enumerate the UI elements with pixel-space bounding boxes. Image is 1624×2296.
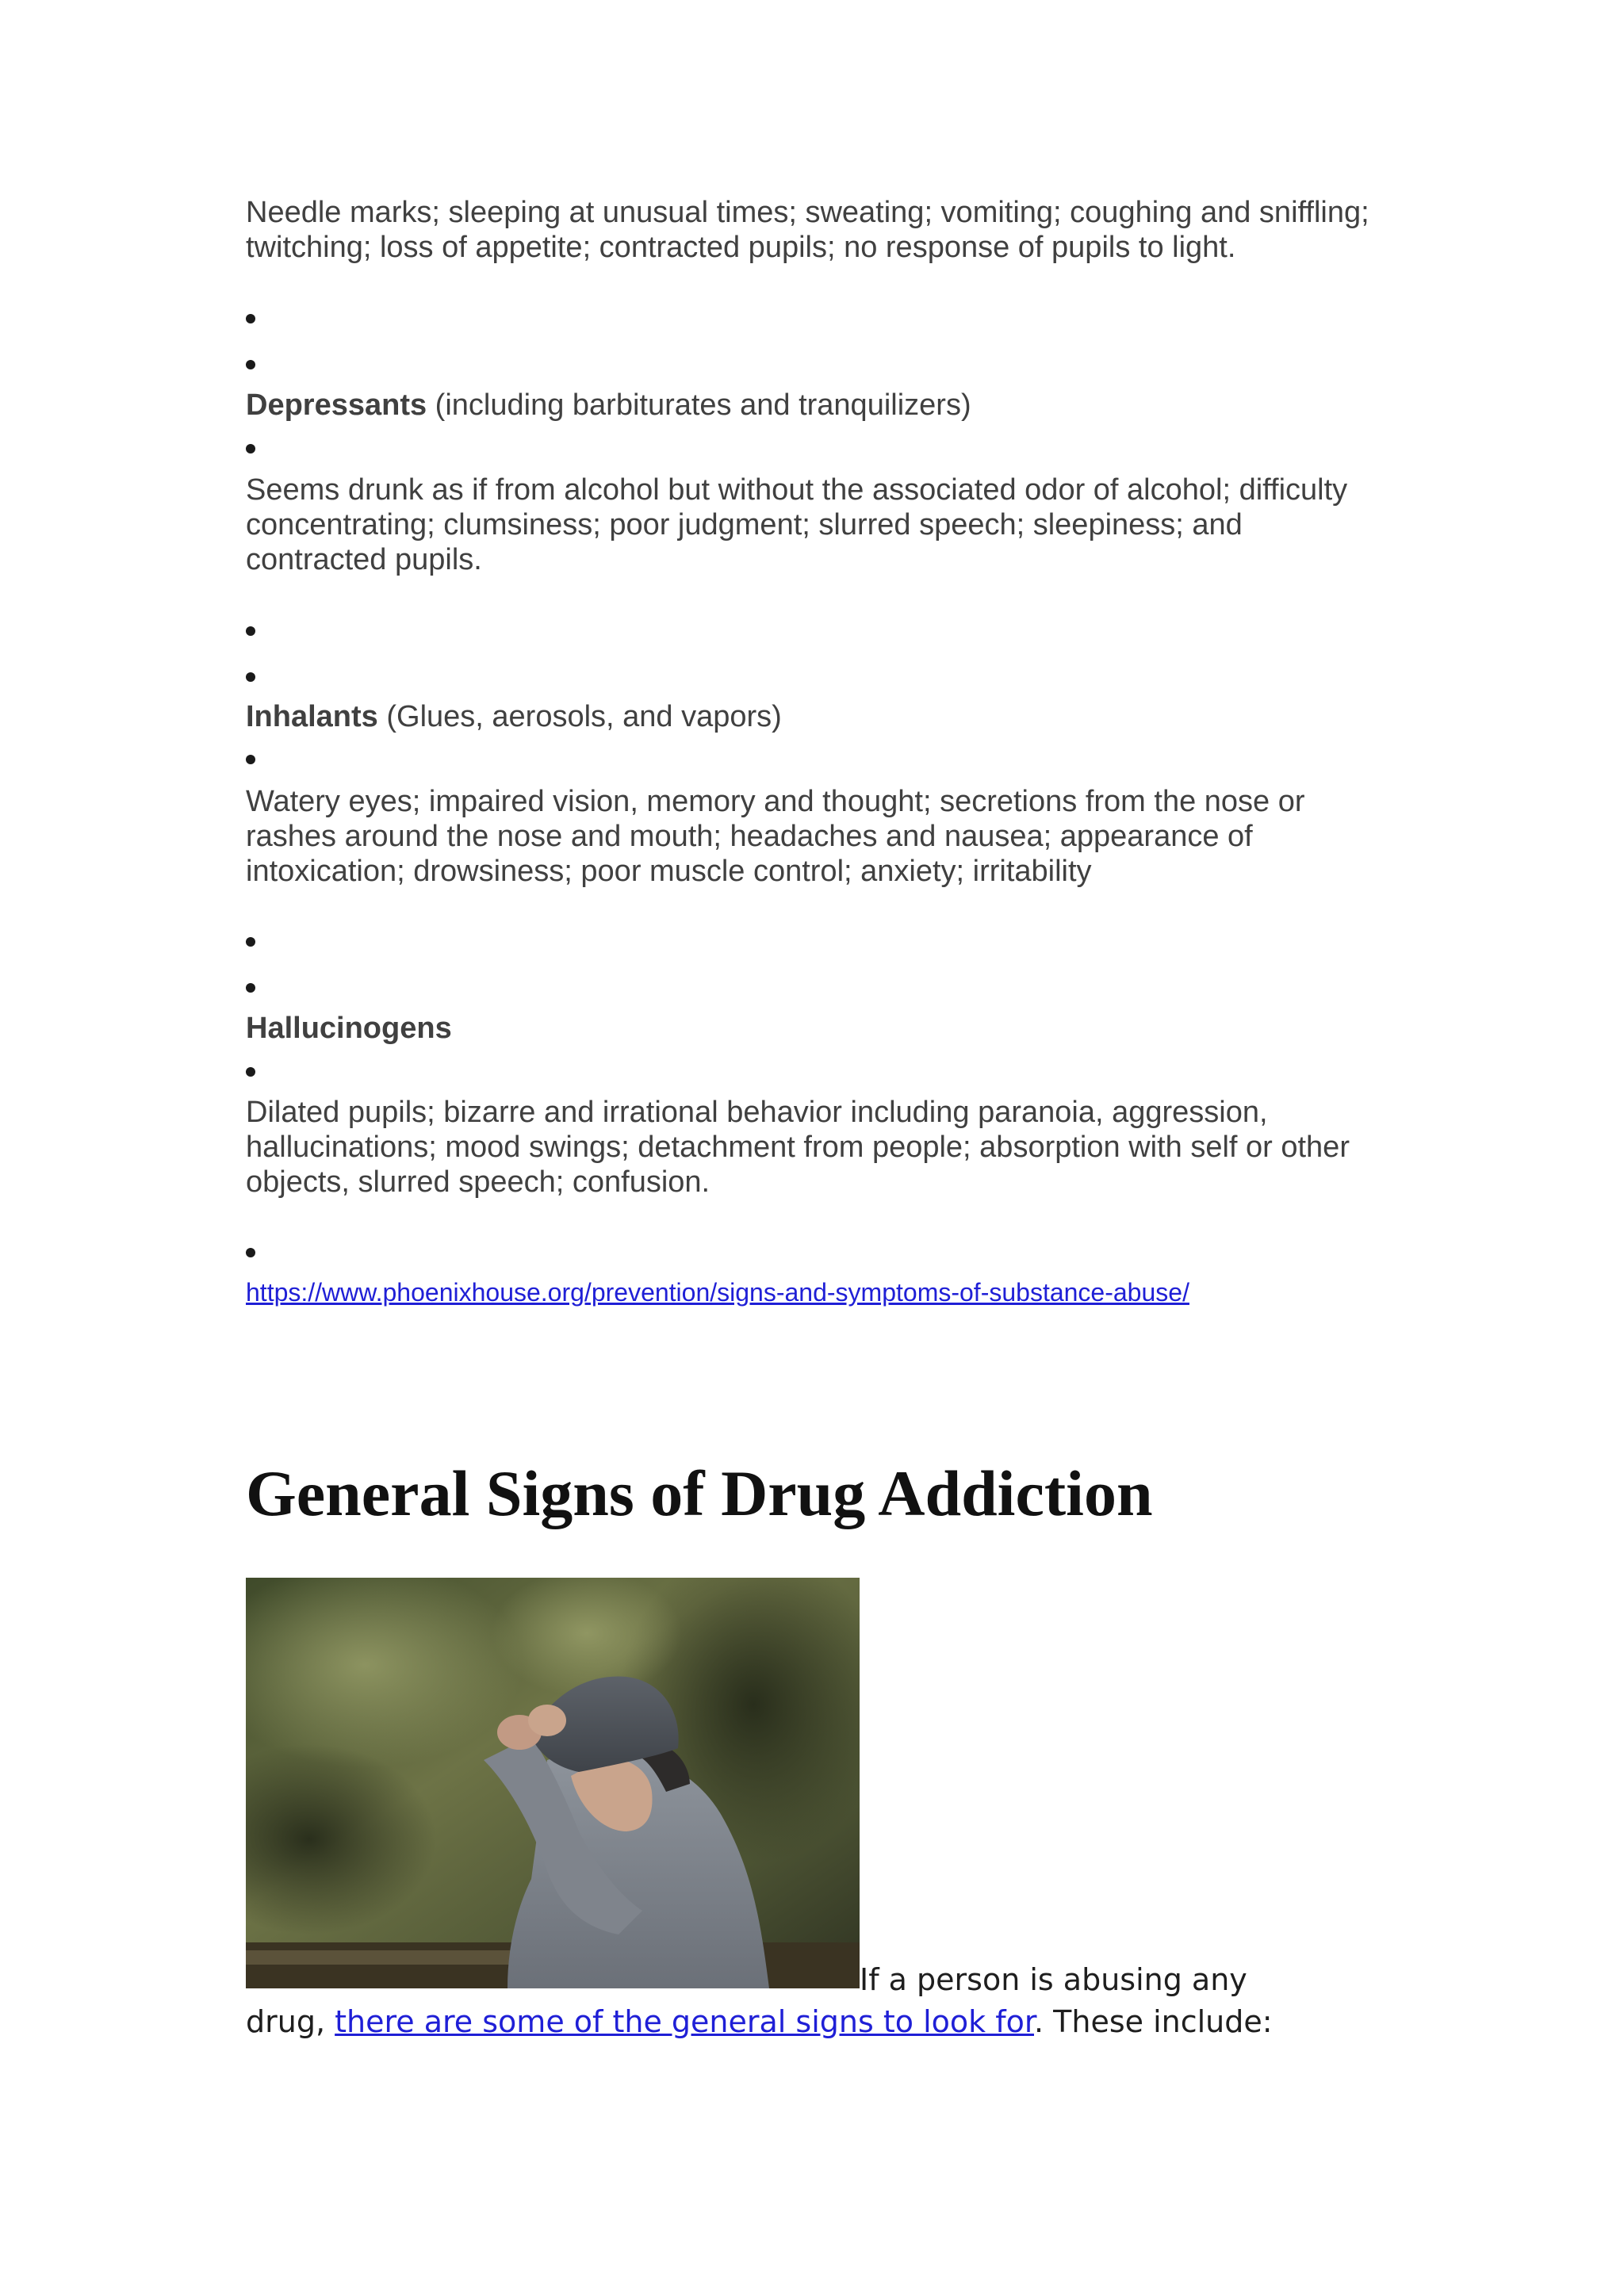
section-intro-text: If a person is abusing any: [860, 1962, 1247, 1997]
inhalants-text-line-1: Watery eyes; impaired vision, memory and thought; secretions from the nose or: [246, 785, 1305, 818]
depressants-title-bold: Depressants: [246, 388, 427, 422]
general-signs-link[interactable]: there are some of the general signs to look for: [335, 2004, 1034, 2039]
bullet: [246, 755, 255, 764]
bullet: [246, 626, 255, 636]
bullet: [246, 937, 255, 947]
hallucinogens-title: Hallucinogens: [246, 1012, 452, 1045]
section-intro-line-2-end: . These include:: [1034, 2004, 1273, 2039]
depressants-text-line-3: contracted pupils.: [246, 543, 482, 576]
bullet: [246, 672, 255, 682]
section-intro-line-2-start: drug,: [246, 2004, 335, 2039]
person-photo: [246, 1578, 860, 1988]
depressants-title: [246, 388, 971, 423]
bullet: [246, 1067, 255, 1077]
inhalants-title-bold: Inhalants: [246, 700, 378, 733]
inhalants-text-line-3: intoxication; drowsiness; poor muscle control; anxiety; irritability: [246, 855, 1092, 888]
bullet: [246, 983, 255, 993]
section-intro-line-2: [246, 2003, 1273, 2040]
source-link[interactable]: https://www.phoenixhouse.org/prevention/signs-and-symptoms-of-substance-abuse/: [246, 1278, 1189, 1307]
bullet: [246, 444, 255, 453]
person-photo-illustration: [246, 1578, 860, 1988]
hallucinogens-text-line-3: objects, slurred speech; confusion.: [246, 1165, 710, 1199]
bullet: [246, 314, 255, 323]
hallucinogens-text-line-1: Dilated pupils; bizarre and irrational behavior including paranoia, aggression,: [246, 1096, 1268, 1129]
inhalants-title-rest: (Glues, aerosols, and vapors): [377, 700, 782, 733]
depressants-text-line-1: Seems drunk as if from alcohol but without the associated odor of alcohol; difficulty: [246, 473, 1348, 507]
inhalants-text-line-2: rashes around the nose and mouth; headaches and nausea; appearance of: [246, 820, 1253, 853]
bullet: [246, 1248, 255, 1257]
opioids-text-line-2: twitching; loss of appetite; contracted pupils; no response of pupils to light.: [246, 231, 1236, 264]
depressants-text-line-2: concentrating; clumsiness; poor judgment; slurred speech; sleepiness; and: [246, 508, 1243, 541]
inhalants-title: [246, 699, 782, 734]
depressants-title-rest: (including barbiturates and tranquilizers): [427, 388, 971, 422]
hallucinogens-text-line-2: hallucinations; mood swings; detachment from people; absorption with self or other: [246, 1131, 1350, 1164]
bullet: [246, 360, 255, 369]
section-heading: General Signs of Drug Addiction: [246, 1457, 1153, 1529]
opioids-text-line-1: Needle marks; sleeping at unusual times; sweating; vomiting; coughing and sniffling;: [246, 196, 1369, 229]
